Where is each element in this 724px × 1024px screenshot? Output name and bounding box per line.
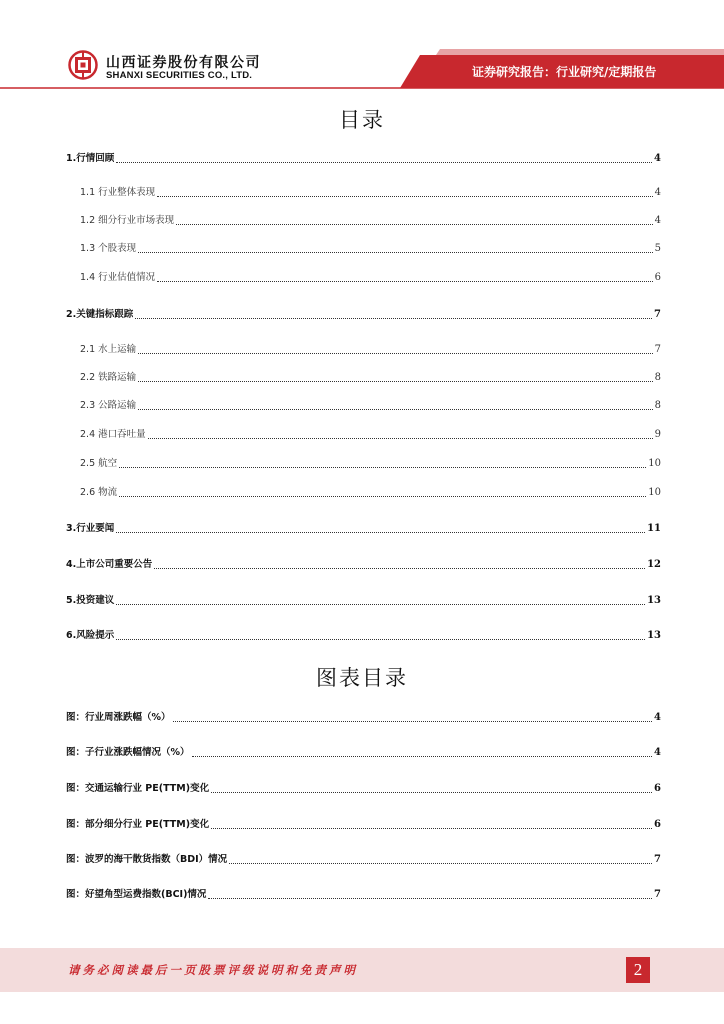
figure-entry-title: 图：行业周涨跌幅（%） — [66, 712, 171, 723]
dot-leader — [116, 594, 645, 605]
figure-entry-title: 图：部分细分行业 PE(TTM)变化 — [66, 819, 210, 830]
dot-leader — [148, 428, 653, 439]
dot-leader — [119, 486, 646, 497]
figure-entry[interactable] — [0, 888, 724, 904]
toc-entry-title: 1.3 个股表现 — [80, 243, 137, 254]
toc-subsection-line[interactable] — [80, 242, 661, 256]
dot-leader — [157, 186, 652, 197]
toc-entry-page: 4 — [654, 187, 661, 198]
toc-entry[interactable] — [0, 629, 724, 645]
figure-entry[interactable] — [0, 711, 724, 727]
toc-entry[interactable] — [0, 457, 724, 473]
toc-entry-page: 5 — [654, 243, 661, 254]
figure-entry-line[interactable] — [66, 853, 661, 867]
figure-entry-page: 4 — [654, 712, 661, 723]
toc-subsection-line[interactable] — [80, 343, 661, 357]
toc-entry-title: 1.1 行业整体表现 — [80, 187, 156, 198]
toc-entry[interactable] — [0, 522, 724, 538]
toc-section-line[interactable] — [66, 594, 661, 608]
toc-entry-page: 7 — [654, 344, 661, 355]
figure-entry-page: 7 — [654, 854, 661, 865]
toc-entry[interactable] — [0, 558, 724, 574]
figure-entry-page: 4 — [654, 747, 661, 758]
dot-leader — [154, 558, 645, 569]
toc-entry-page: 13 — [647, 630, 661, 641]
dot-leader — [211, 818, 652, 829]
page-header — [0, 0, 724, 100]
dot-leader — [138, 371, 652, 382]
figure-entry-line[interactable] — [66, 746, 661, 760]
toc-entry[interactable] — [0, 428, 724, 444]
toc-entry[interactable] — [0, 399, 724, 415]
dot-leader — [135, 308, 652, 319]
figure-entry-title: 图：交通运输行业 PE(TTM)变化 — [66, 783, 210, 794]
toc-entry-page: 6 — [654, 272, 661, 283]
toc-entry[interactable] — [0, 242, 724, 258]
dot-leader — [192, 746, 653, 757]
toc-entry[interactable] — [0, 371, 724, 387]
shanxi-securities-logo-icon — [68, 50, 98, 80]
toc-entry-title: 2.5 航空 — [80, 458, 118, 469]
figure-list-title: 图表目录 — [316, 666, 408, 690]
dot-leader — [157, 271, 652, 282]
toc-entry[interactable] — [0, 594, 724, 610]
toc-entry-title: 2.6 物流 — [80, 487, 118, 498]
figure-entry[interactable] — [0, 746, 724, 762]
figure-entry[interactable] — [0, 818, 724, 834]
dot-leader — [116, 522, 645, 533]
dot-leader — [119, 457, 646, 468]
toc-entry[interactable] — [0, 186, 724, 202]
toc-subsection-line[interactable] — [80, 271, 661, 285]
toc-subsection-line[interactable] — [80, 457, 661, 471]
toc-entry[interactable] — [0, 214, 724, 230]
toc-section-line[interactable] — [66, 152, 661, 166]
toc-entry-page: 11 — [647, 523, 661, 534]
dot-leader — [138, 343, 652, 354]
page-footer — [0, 940, 724, 1024]
dot-leader — [116, 629, 645, 640]
toc-section-line[interactable] — [66, 558, 661, 572]
toc-subsection-line[interactable] — [80, 214, 661, 228]
company-name-cn: 山西证券股份有限公司 — [106, 55, 261, 71]
toc-title: 目录 — [339, 108, 385, 132]
toc-entry-title: 1.2 细分行业市场表现 — [80, 215, 175, 226]
toc-entry-title: 2.1 水上运输 — [80, 344, 137, 355]
toc-subsection-line[interactable] — [80, 428, 661, 442]
toc-entry-title: 1.行情回顾 — [66, 153, 115, 164]
toc-entry-title: 6.风险提示 — [66, 630, 115, 641]
figure-entry-line[interactable] — [66, 888, 661, 902]
figure-entry-page: 7 — [654, 889, 661, 900]
figure-entry-page: 6 — [654, 783, 661, 794]
toc-section-line[interactable] — [66, 522, 661, 536]
toc-entry-page: 4 — [654, 215, 661, 226]
figure-entry-title: 图：波罗的海干散货指数（BDI）情况 — [66, 854, 228, 865]
header-band — [0, 0, 724, 100]
figure-entry-line[interactable] — [66, 818, 661, 832]
dot-leader — [138, 242, 652, 253]
toc-entry-title: 3.行业要闻 — [66, 523, 115, 534]
dot-leader — [173, 711, 653, 722]
toc-entry-page: 7 — [654, 309, 661, 320]
company-name-en: SHANXI SECURITIES CO., LTD. — [106, 70, 253, 81]
figure-entry-line[interactable] — [66, 782, 661, 796]
figure-entry-page: 6 — [654, 819, 661, 830]
toc-subsection-line[interactable] — [80, 399, 661, 413]
toc-subsection-line[interactable] — [80, 371, 661, 385]
toc-entry-title: 2.3 公路运输 — [80, 400, 137, 411]
dot-leader — [176, 214, 652, 225]
toc-entry-page: 10 — [648, 458, 661, 469]
toc-section-line[interactable] — [66, 308, 661, 322]
figure-entry[interactable] — [0, 782, 724, 798]
toc-entry-title: 2.关键指标跟踪 — [66, 309, 134, 320]
toc-entry-title: 2.4 港口吞吐量 — [80, 429, 146, 440]
figure-entry-title: 图：好望角型运费指数(BCI)情况 — [66, 889, 207, 900]
toc-entry-title: 4.上市公司重要公告 — [66, 559, 153, 570]
toc-entry[interactable] — [0, 486, 724, 502]
disclaimer-text: 请务必阅读最后一页股票评级说明和免责声明 — [68, 963, 358, 977]
dot-leader — [208, 888, 652, 899]
figure-entry-title: 图：子行业涨跌幅情况（%） — [66, 747, 190, 758]
toc-entry[interactable] — [0, 343, 724, 359]
toc-entry-title: 1.4 行业估值情况 — [80, 272, 156, 283]
toc-entry[interactable] — [0, 271, 724, 287]
toc-entry-page: 8 — [654, 372, 661, 383]
dot-leader — [229, 853, 652, 864]
toc-entry-page: 4 — [654, 153, 661, 164]
toc-entry-page: 12 — [647, 559, 661, 570]
toc-subsection-line[interactable] — [80, 186, 661, 200]
toc-entry-title: 5.投资建议 — [66, 595, 115, 606]
page-number: 2 — [626, 957, 650, 983]
toc-subsection-line[interactable] — [80, 486, 661, 500]
toc-entry-page: 9 — [654, 429, 661, 440]
report-type-label: 证券研究报告：行业研究/定期报告 — [472, 65, 657, 79]
toc-entry[interactable] — [0, 308, 724, 324]
toc-entry[interactable] — [0, 152, 724, 168]
toc-entry-title: 2.2 铁路运输 — [80, 372, 137, 383]
figure-entry-line[interactable] — [66, 711, 661, 725]
dot-leader — [211, 782, 652, 793]
toc-section-line[interactable] — [66, 629, 661, 643]
figure-entry[interactable] — [0, 853, 724, 869]
toc-entry-page: 8 — [654, 400, 661, 411]
dot-leader — [138, 399, 652, 410]
dot-leader — [116, 152, 652, 163]
toc-entry-page: 10 — [648, 487, 661, 498]
toc-entry-page: 13 — [647, 595, 661, 606]
